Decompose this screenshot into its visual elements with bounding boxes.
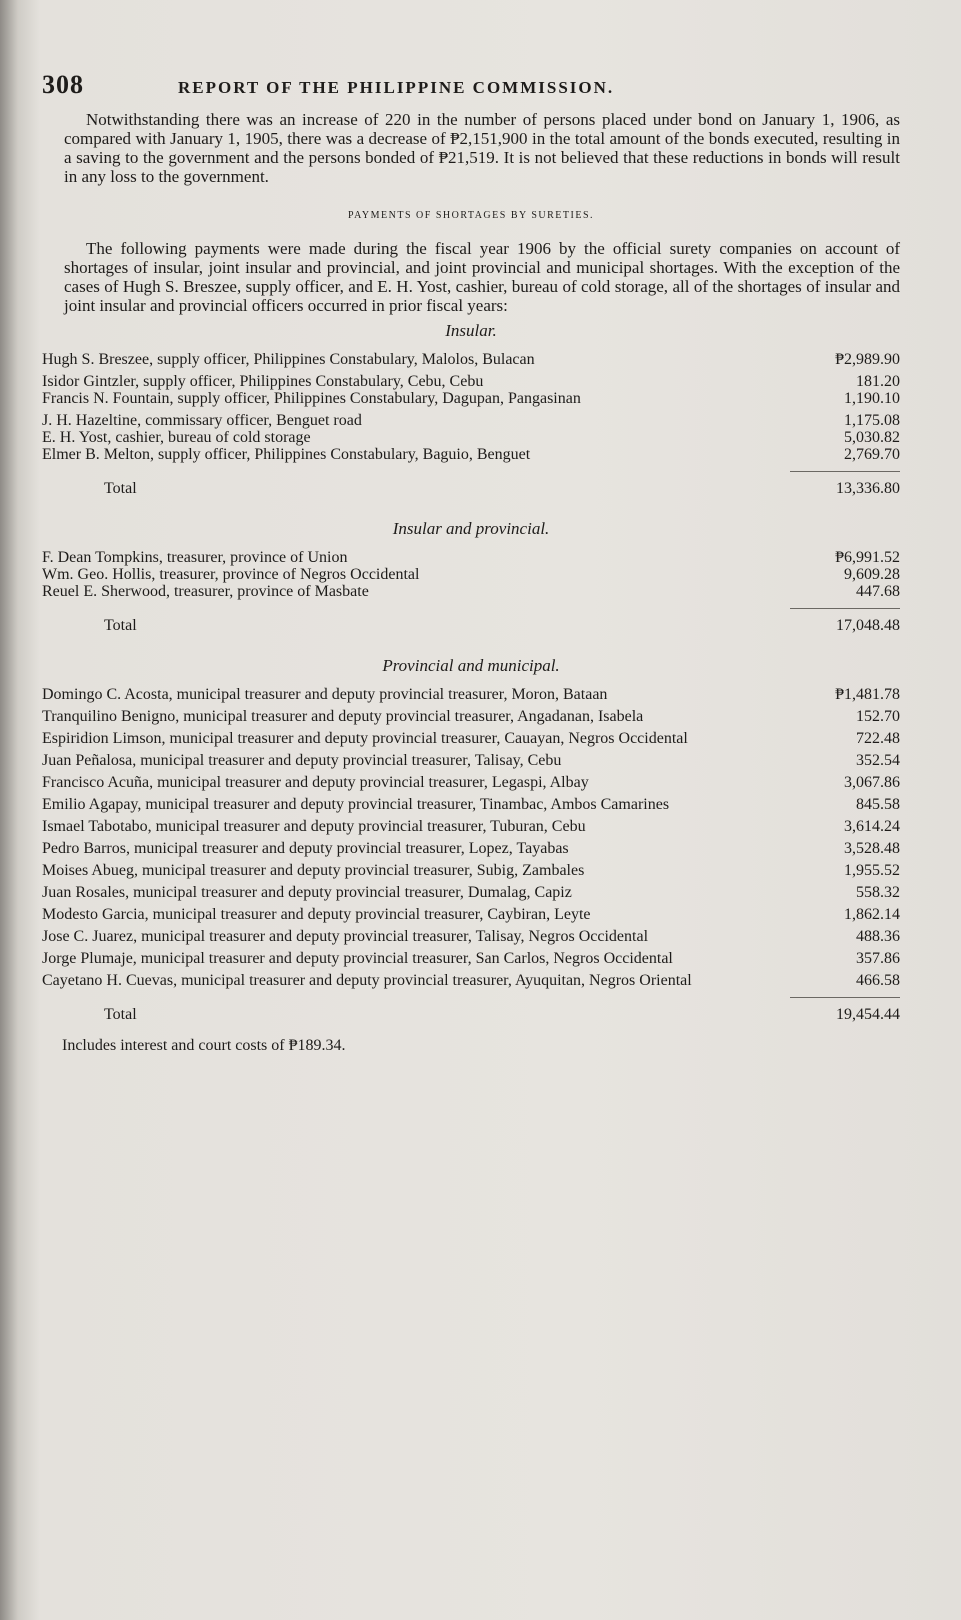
provincial-municipal-row-label: Cayetano H. Cuevas, municipal treasurer and deputy provincial treasurer, Ayuquitan, Negros Oriental xyxy=(42,972,692,989)
insular-provincial-total-rule xyxy=(790,608,900,609)
provincial-municipal-row-amount: 722.48 xyxy=(856,730,900,747)
insular-row-label: Elmer B. Melton, supply officer, Philippines Constabulary, Baguio, Benguet xyxy=(42,446,531,463)
provincial-municipal-row xyxy=(42,884,900,901)
insular-total-rule xyxy=(790,471,900,472)
insular-row xyxy=(42,429,900,446)
provincial-municipal-row-amount: 352.54 xyxy=(856,752,900,769)
insular-row xyxy=(42,412,900,429)
provincial-municipal-row-amount: 3,528.48 xyxy=(844,840,900,857)
provincial-municipal-row xyxy=(42,840,900,857)
insular-row-label: Francis N. Fountain, supply officer, Philippines Constabulary, Dagupan, Pangasinan xyxy=(42,390,581,407)
insular-row xyxy=(42,446,900,463)
provincial-municipal-row-label: Juan Rosales, municipal treasurer and deputy provincial treasurer, Dumalag, Capiz xyxy=(42,884,572,901)
insular-provincial-row xyxy=(42,549,900,566)
insular-provincial-row xyxy=(42,583,900,600)
insular-row-label: Hugh S. Breszee, supply officer, Philippines Constabulary, Malolos, Bulacan xyxy=(42,351,535,368)
provincial-municipal-row xyxy=(42,862,900,879)
insular-heading: Insular. xyxy=(445,321,497,340)
provincial-municipal-row-label: Emilio Agapay, municipal treasurer and deputy provincial treasurer, Tinambac, Ambos Camarines xyxy=(42,796,670,813)
provincial-municipal-row-label: Jorge Plumaje, municipal treasurer and deputy provincial treasurer, San Carlos, Negros Occidental xyxy=(42,950,673,967)
insular-row-amount: 5,030.82 xyxy=(844,429,900,446)
insular-provincial-total-row xyxy=(42,617,900,634)
insular-table xyxy=(42,351,900,463)
insular-provincial-row-label: F. Dean Tompkins, treasurer, province of Union xyxy=(42,549,348,566)
provincial-municipal-row-amount: 152.70 xyxy=(856,708,900,725)
provincial-municipal-row xyxy=(42,730,900,747)
footnote: Includes interest and court costs of ₱189.34. xyxy=(62,1037,346,1054)
insular-row-amount: 1,175.08 xyxy=(844,412,900,429)
provincial-municipal-total-amount: 19,454.44 xyxy=(836,1006,900,1023)
provincial-municipal-row xyxy=(42,774,900,791)
provincial-municipal-row xyxy=(42,796,900,813)
provincial-municipal-row xyxy=(42,818,900,835)
provincial-municipal-row xyxy=(42,708,900,725)
insular-provincial-row-label: Wm. Geo. Hollis, treasurer, province of Negros Occidental xyxy=(42,566,420,583)
provincial-municipal-total-row xyxy=(42,1006,900,1023)
provincial-municipal-row-label: Moises Abueg, municipal treasurer and deputy provincial treasurer, Subig, Zambales xyxy=(42,862,585,879)
provincial-municipal-total-label: Total xyxy=(104,1006,137,1023)
insular-row xyxy=(42,351,900,368)
provincial-municipal-row xyxy=(42,752,900,769)
insular-total-label: Total xyxy=(104,480,137,497)
provincial-municipal-row xyxy=(42,950,900,967)
insular-provincial-heading: Insular and provincial. xyxy=(392,519,550,538)
provincial-municipal-row-amount: 1,862.14 xyxy=(844,906,900,923)
insular-total-row xyxy=(42,480,900,497)
insular-row-amount: ₱2,989.90 xyxy=(835,351,900,368)
insular-row-amount: 1,190.10 xyxy=(844,390,900,407)
insular-row-amount: 2,769.70 xyxy=(844,446,900,463)
provincial-municipal-row xyxy=(42,686,900,703)
insular-provincial-table xyxy=(42,549,900,600)
insular-row-amount: 181.20 xyxy=(856,373,900,390)
provincial-municipal-row-label: Ismael Tabotabo, municipal treasurer and deputy provincial treasurer, Tuburan, Cebu xyxy=(42,818,586,835)
insular-row xyxy=(42,373,900,390)
provincial-municipal-row-label: Domingo C. Acosta, municipal treasurer and deputy provincial treasurer, Moron, Bataan xyxy=(42,686,608,703)
provincial-municipal-row xyxy=(42,928,900,945)
provincial-municipal-row-label: Pedro Barros, municipal treasurer and deputy provincial treasurer, Lopez, Tayabas xyxy=(42,840,569,857)
provincial-municipal-heading: Provincial and municipal. xyxy=(382,656,560,675)
provincial-municipal-row-amount: 845.58 xyxy=(856,796,900,813)
provincial-municipal-row-amount: 558.32 xyxy=(856,884,900,901)
page-number: 308 xyxy=(42,70,84,99)
provincial-municipal-row-label: Espiridion Limson, municipal treasurer and deputy provincial treasurer, Cauayan, Negros Occidental xyxy=(42,730,688,747)
provincial-municipal-row-amount: 1,955.52 xyxy=(844,862,900,879)
insular-provincial-row-amount: ₱6,991.52 xyxy=(835,549,900,566)
insular-provincial-row-amount: 9,609.28 xyxy=(844,566,900,583)
insular-provincial-total-amount: 17,048.48 xyxy=(836,617,900,634)
insular-provincial-total-label: Total xyxy=(104,617,137,634)
provincial-municipal-row-label: Tranquilino Benigno, municipal treasurer and deputy provincial treasurer, Angadanan, Isabela xyxy=(42,708,644,725)
provincial-municipal-row-label: Modesto Garcia, municipal treasurer and deputy provincial treasurer, Caybiran, Leyte xyxy=(42,906,591,923)
provincial-municipal-row-amount: ₱1,481.78 xyxy=(835,686,900,703)
section-paragraph: The following payments were made during the fiscal year 1906 by the official surety companies on account of shortages of insular, joint insular and provincial, and joint provincial and municipal shortages. With the exception of the cases of Hugh S. Breszee, supply officer, and E. H. Yost, cashier, bureau of cold storage, all of the shortages of insular and joint insular and provincial officers occurred in prior fiscal years: xyxy=(64,239,900,315)
provincial-municipal-row xyxy=(42,972,900,989)
provincial-municipal-row-label: Francisco Acuña, municipal treasurer and deputy provincial treasurer, Legaspi, Albay xyxy=(42,774,589,791)
insular-provincial-row xyxy=(42,566,900,583)
page-content xyxy=(42,70,900,1055)
provincial-municipal-row-label: Juan Peñalosa, municipal treasurer and deputy provincial treasurer, Talisay, Cebu xyxy=(42,752,562,769)
section-title: PAYMENTS OF SHORTAGES BY SURETIES. xyxy=(347,210,595,221)
insular-provincial-row-label: Reuel E. Sherwood, treasurer, province of Masbate xyxy=(42,583,369,600)
insular-row-label: J. H. Hazeltine, commissary officer, Benguet road xyxy=(42,412,362,429)
provincial-municipal-row-amount: 357.86 xyxy=(856,950,900,967)
provincial-municipal-row xyxy=(42,906,900,923)
provincial-municipal-row-amount: 488.36 xyxy=(856,928,900,945)
running-title: REPORT OF THE PHILIPPINE COMMISSION. xyxy=(178,78,615,97)
provincial-municipal-total-rule xyxy=(790,997,900,998)
insular-row xyxy=(42,390,900,407)
insular-row-label: E. H. Yost, cashier, bureau of cold storage xyxy=(42,429,311,446)
provincial-municipal-row-amount: 466.58 xyxy=(856,972,900,989)
intro-paragraph: Notwithstanding there was an increase of 220 in the number of persons placed under bond on January 1, 1906, as compared with January 1, 1905, there was a decrease of ₱2,151,900 in the total amount of the bonds executed, resulting in a saving to the government and the persons bonded of ₱21,519. It is not believed that these reductions in bonds will result in any loss to the government. xyxy=(64,110,900,186)
page-header xyxy=(42,70,900,110)
insular-total-amount: 13,336.80 xyxy=(836,480,900,497)
insular-row-label: Isidor Gintzler, supply officer, Philippines Constabulary, Cebu, Cebu xyxy=(42,373,484,390)
provincial-municipal-table xyxy=(42,686,900,989)
insular-provincial-row-amount: 447.68 xyxy=(856,583,900,600)
provincial-municipal-row-amount: 3,067.86 xyxy=(844,774,900,791)
provincial-municipal-row-amount: 3,614.24 xyxy=(844,818,900,835)
provincial-municipal-row-label: Jose C. Juarez, municipal treasurer and deputy provincial treasurer, Talisay, Negros Occidental xyxy=(42,928,649,945)
